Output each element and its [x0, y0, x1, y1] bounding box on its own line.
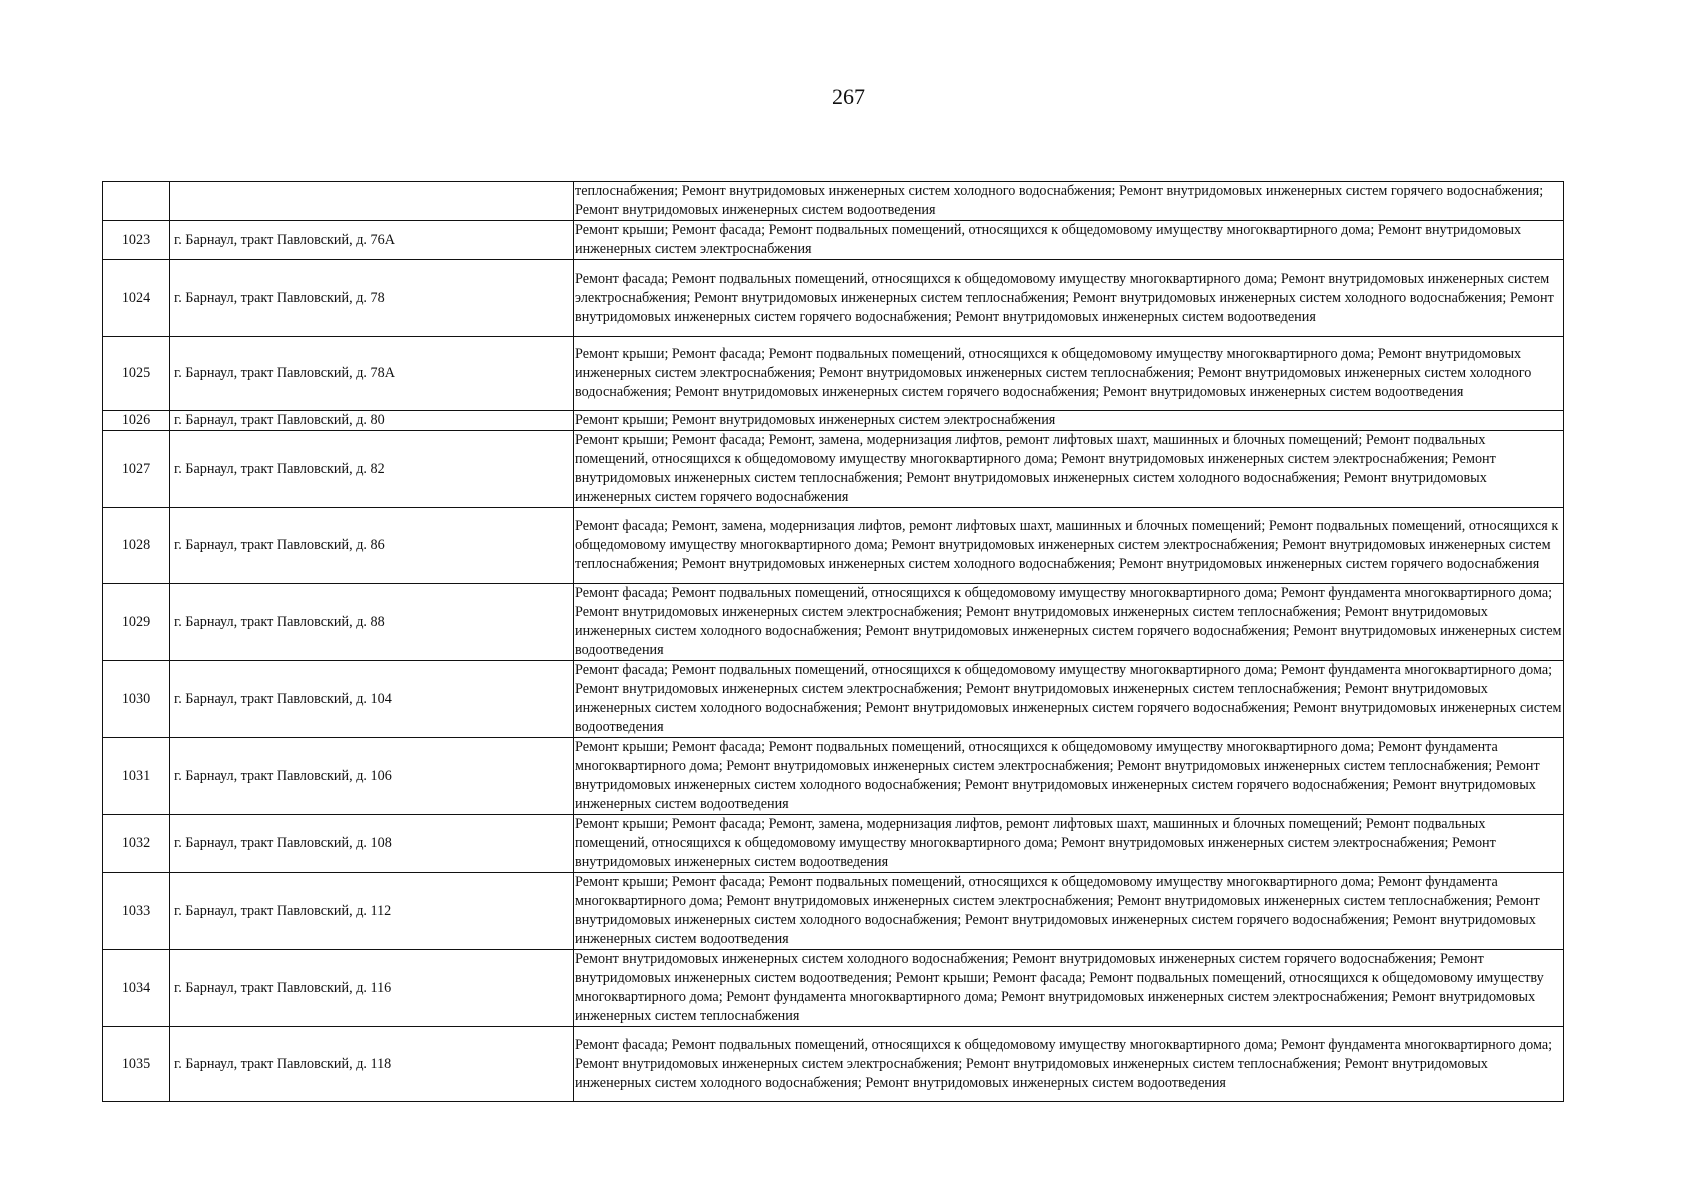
row-works [574, 221, 1564, 260]
row-number: 1023 [103, 221, 170, 260]
table-row [103, 508, 1564, 584]
works-text: теплоснабжения; Ремонт внутридомовых инженерных систем холодного водоснабжения; Ремонт внутридомовых инженерных систем горячего водоснабжения; Ремонт внутридомовых инженерных систем водоотведения [575, 183, 1544, 218]
row-works [574, 260, 1564, 337]
works-text: Ремонт крыши; Ремонт фасада; Ремонт подвальных помещений, относящихся к общедомовому имуществу многоквартирного дома; Ремонт внутридомовых инженерных систем электроснабжения [575, 222, 1522, 257]
row-works [574, 411, 1564, 431]
table-row [103, 221, 1564, 260]
row-number: 1035 [103, 1027, 170, 1102]
row-works [574, 738, 1564, 815]
row-address [170, 873, 574, 950]
row-works [574, 873, 1564, 950]
row-address [170, 337, 574, 411]
table-row [103, 260, 1564, 337]
row-works [574, 950, 1564, 1027]
row-works [574, 431, 1564, 508]
row-address [170, 508, 574, 584]
row-address [170, 260, 574, 337]
address-text: г. Барнаул, тракт Павловский, д. 82 [174, 460, 385, 477]
address-text: г. Барнаул, тракт Павловский, д. 86 [174, 537, 385, 553]
row-address [170, 738, 574, 815]
address-text: г. Барнаул, тракт Павловский, д. 78А [174, 365, 395, 381]
row-address [170, 431, 574, 508]
address-text: г. Барнаул, тракт Павловский, д. 112 [174, 902, 392, 919]
address-text: г. Барнаул, тракт Павловский, д. 76А [174, 231, 395, 248]
row-number [103, 182, 170, 221]
table-row [103, 584, 1564, 661]
row-number: 1029 [103, 584, 170, 661]
address-text: г. Барнаул, тракт Павловский, д. 78 [174, 289, 385, 306]
works-text: Ремонт фасада; Ремонт подвальных помещений, относящихся к общедомовому имуществу многоквартирного дома; Ремонт фундамента многоквартирного дома; Ремонт внутридомовых инженерных систем электроснабжения; Ремонт внутридомовых инженерных систем теплоснабжения; Ремонт внутридомовых инженерных систем холодного водоснабжения; Ремонт внутридомовых инженерных систем водоотведения [575, 1036, 1553, 1091]
registry-body [103, 182, 1564, 1102]
table-row [103, 873, 1564, 950]
address-text: г. Барнаул, тракт Павловский, д. 118 [174, 1055, 392, 1072]
table-row [103, 815, 1564, 873]
table-row [103, 1027, 1564, 1102]
row-works [574, 508, 1564, 584]
works-text: Ремонт фасада; Ремонт подвальных помещений, относящихся к общедомовому имуществу многоквартирного дома; Ремонт внутридомовых инженерных систем электроснабжения; Ремонт внутридомовых инженерных систем теплоснабжения; Ремонт внутридомовых инженерных систем холодного водоснабжения; Ремонт внутридомовых инженерных систем горячего водоснабжения; Ремонт внутридомовых инженерных систем водоотведения [575, 270, 1554, 325]
address-text: г. Барнаул, тракт Павловский, д. 104 [174, 690, 392, 707]
row-number: 1031 [103, 738, 170, 815]
row-number: 1026 [103, 411, 170, 431]
row-number: 1034 [103, 950, 170, 1027]
row-works [574, 337, 1564, 411]
row-works [574, 815, 1564, 873]
row-works [574, 182, 1564, 221]
works-text: Ремонт крыши; Ремонт фасада; Ремонт подвальных помещений, относящихся к общедомовому имуществу многоквартирного дома; Ремонт внутридомовых инженерных систем электроснабжения; Ремонт внутридомовых инженерных систем теплоснабжения; Ремонт внутридомовых инженерных систем холодного водоснабжения; Ремонт внутридомовых инженерных систем горячего водоснабжения; Ремонт внутридомовых инженерных систем водоотведения [575, 346, 1532, 400]
row-address [170, 815, 574, 873]
row-number: 1033 [103, 873, 170, 950]
table-row-continuation [103, 182, 1564, 221]
row-address [170, 661, 574, 738]
repair-registry-table [102, 181, 1564, 1102]
works-text: Ремонт крыши; Ремонт фасада; Ремонт, замена, модернизация лифтов, ремонт лифтовых шахт, машинных и блочных помещений; Ремонт подвальных помещений, относящихся к общедомовому имуществу многоквартирного дома; Ремонт внутридомовых инженерных систем электроснабжения; Ремонт внутридомовых инженерных систем теплоснабжения; Ремонт внутридомовых инженерных систем холодного водоснабжения; Ремонт внутридомовых инженерных систем горячего водоснабжения [575, 432, 1496, 505]
row-works [574, 1027, 1564, 1102]
works-text: Ремонт фасада; Ремонт подвальных помещений, относящихся к общедомовому имуществу многоквартирного дома; Ремонт фундамента многоквартирного дома; Ремонт внутридомовых инженерных систем электроснабжения; Ремонт внутридомовых инженерных систем теплоснабжения; Ремонт внутридомовых инженерных систем холодного водоснабжения; Ремонт внутридомовых инженерных систем горячего водоснабжения; Ремонт внутридомовых инженерных систем водоотведения [575, 585, 1562, 658]
works-text: Ремонт крыши; Ремонт фасада; Ремонт подвальных помещений, относящихся к общедомовому имуществу многоквартирного дома; Ремонт фундамента многоквартирного дома; Ремонт внутридомовых инженерных систем электроснабжения; Ремонт внутридомовых инженерных систем теплоснабжения; Ремонт внутридомовых инженерных систем холодного водоснабжения; Ремонт внутридомовых инженерных систем горячего водоснабжения; Ремонт внутридомовых инженерных систем водоотведения [575, 739, 1540, 812]
row-number: 1028 [103, 508, 170, 584]
row-number: 1027 [103, 431, 170, 508]
table-row [103, 950, 1564, 1027]
row-number: 1032 [103, 815, 170, 873]
works-text: Ремонт фасада; Ремонт, замена, модернизация лифтов, ремонт лифтовых шахт, машинных и блочных помещений; Ремонт подвальных помещений, относящихся к общедомовому имуществу многоквартирного дома; Ремонт внутридомовых инженерных систем электроснабжения; Ремонт внутридомовых инженерных систем теплоснабжения; Ремонт внутридомовых инженерных систем холодного водоснабжения; Ремонт внутридомовых инженерных систем горячего водоснабжения [575, 518, 1559, 572]
row-address [170, 221, 574, 260]
row-address [170, 411, 574, 431]
address-text: г. Барнаул, тракт Павловский, д. 108 [174, 835, 392, 851]
page-number: 267 [832, 84, 865, 109]
works-text: Ремонт крыши; Ремонт внутридомовых инженерных систем электроснабжения [575, 412, 1056, 428]
row-address [170, 950, 574, 1027]
row-number: 1024 [103, 260, 170, 337]
row-address [170, 1027, 574, 1102]
address-text: г. Барнаул, тракт Павловский, д. 88 [174, 613, 385, 630]
row-works [574, 584, 1564, 661]
table-row [103, 431, 1564, 508]
works-text: Ремонт внутридомовых инженерных систем холодного водоснабжения; Ремонт внутридомовых инженерных систем горячего водоснабжения; Ремонт внутридомовых инженерных систем водоотведения; Ремонт крыши; Ремонт фасада; Ремонт подвальных помещений, относящихся к общедомовому имуществу многоквартирного дома; Ремонт фундамента многоквартирного дома; Ремонт внутридомовых инженерных систем электроснабжения; Ремонт внутридомовых инженерных систем теплоснабжения [575, 951, 1544, 1024]
row-works [574, 661, 1564, 738]
works-text: Ремонт крыши; Ремонт фасада; Ремонт, замена, модернизация лифтов, ремонт лифтовых шахт, машинных и блочных помещений; Ремонт подвальных помещений, относящихся к общедомовому имуществу многоквартирного дома; Ремонт внутридомовых инженерных систем электроснабжения; Ремонт внутридомовых инженерных систем водоотведения [575, 816, 1496, 870]
row-address [170, 182, 574, 221]
row-number: 1025 [103, 337, 170, 411]
table-row [103, 411, 1564, 431]
table-row [103, 661, 1564, 738]
address-text: г. Барнаул, тракт Павловский, д. 80 [174, 412, 385, 428]
row-number: 1030 [103, 661, 170, 738]
address-text: г. Барнаул, тракт Павловский, д. 106 [174, 767, 392, 784]
address-text: г. Барнаул, тракт Павловский, д. 116 [174, 979, 392, 996]
works-text: Ремонт крыши; Ремонт фасада; Ремонт подвальных помещений, относящихся к общедомовому имуществу многоквартирного дома; Ремонт фундамента многоквартирного дома; Ремонт внутридомовых инженерных систем электроснабжения; Ремонт внутридомовых инженерных систем теплоснабжения; Ремонт внутридомовых инженерных систем холодного водоснабжения; Ремонт внутридомовых инженерных систем горячего водоснабжения; Ремонт внутридомовых инженерных систем водоотведения [575, 874, 1540, 947]
row-address [170, 584, 574, 661]
table-row [103, 738, 1564, 815]
works-text: Ремонт фасада; Ремонт подвальных помещений, относящихся к общедомовому имуществу многоквартирного дома; Ремонт фундамента многоквартирного дома; Ремонт внутридомовых инженерных систем электроснабжения; Ремонт внутридомовых инженерных систем теплоснабжения; Ремонт внутридомовых инженерных систем холодного водоснабжения; Ремонт внутридомовых инженерных систем горячего водоснабжения; Ремонт внутридомовых инженерных систем водоотведения [575, 662, 1562, 735]
table-row [103, 337, 1564, 411]
